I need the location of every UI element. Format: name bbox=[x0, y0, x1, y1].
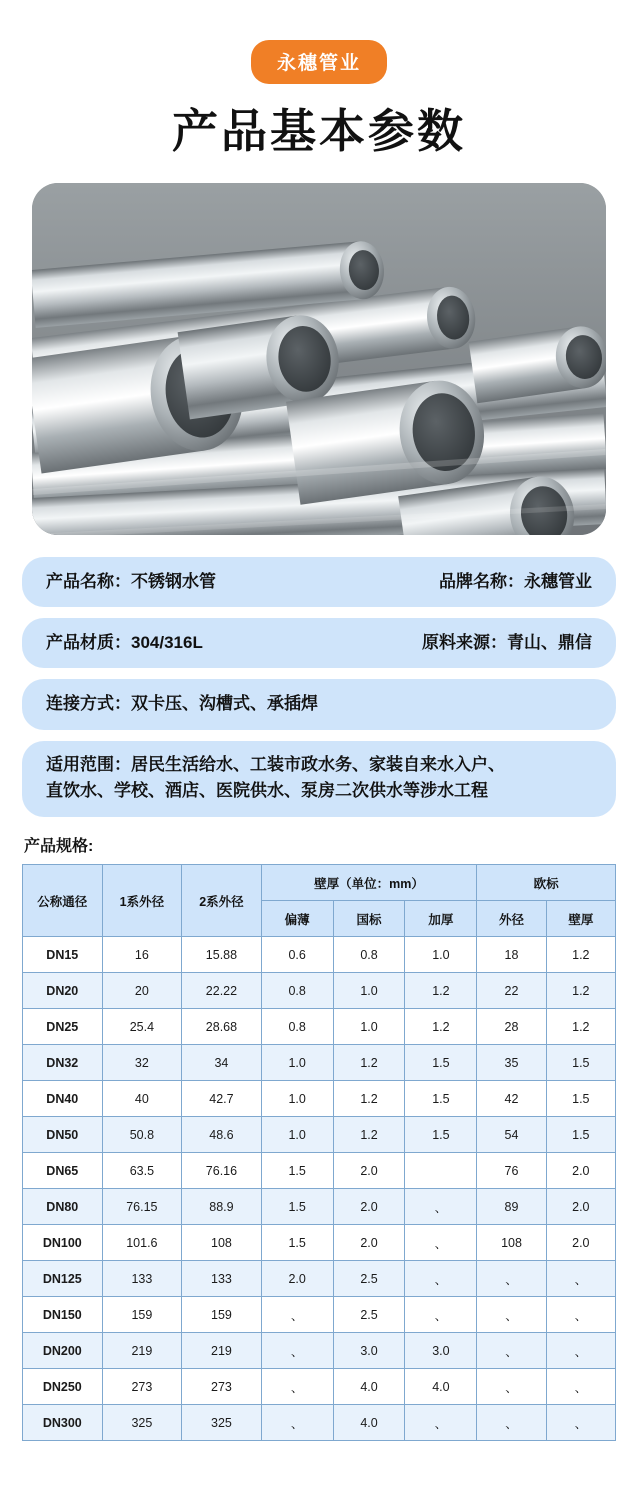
cell-thick: 1.5 bbox=[405, 1045, 477, 1081]
application-scope-line1: 适用范围：居民生活给水、工装市政水务、家装自来水入户、 bbox=[46, 754, 505, 774]
cell-od1: 20 bbox=[102, 973, 182, 1009]
cell-od2: 76.16 bbox=[182, 1153, 262, 1189]
cell-dn: DN40 bbox=[23, 1081, 103, 1117]
cell-od1: 273 bbox=[102, 1369, 182, 1405]
table-row bbox=[23, 1081, 616, 1117]
cell-od1: 219 bbox=[102, 1333, 182, 1369]
spec-header-row-1 bbox=[23, 865, 616, 901]
table-row bbox=[23, 1045, 616, 1081]
page-title: 产品基本参数 bbox=[172, 105, 466, 157]
cell-od2: 48.6 bbox=[182, 1117, 262, 1153]
cell-dn: DN100 bbox=[23, 1225, 103, 1261]
cell-euro-wall: 、 bbox=[546, 1369, 615, 1405]
spec-table-head bbox=[23, 865, 616, 937]
cell-thin: 2.0 bbox=[261, 1261, 333, 1297]
cell-od1: 25.4 bbox=[102, 1009, 182, 1045]
cell-od2: 15.88 bbox=[182, 937, 262, 973]
cell-euro-wall: 2.0 bbox=[546, 1225, 615, 1261]
cell-dn: DN300 bbox=[23, 1405, 103, 1441]
th-group-euro: 欧标 bbox=[477, 865, 616, 901]
cell-euro-wall: 、 bbox=[546, 1297, 615, 1333]
cell-thick: 1.5 bbox=[405, 1081, 477, 1117]
cell-thin: 、 bbox=[261, 1369, 333, 1405]
cell-thick: 、 bbox=[405, 1189, 477, 1225]
cell-od2: 325 bbox=[182, 1405, 262, 1441]
cell-euro-od: 、 bbox=[477, 1261, 546, 1297]
th-thin: 偏薄 bbox=[261, 901, 333, 937]
cell-standard: 0.8 bbox=[333, 937, 405, 973]
cell-thick: 1.2 bbox=[405, 1009, 477, 1045]
cell-standard: 4.0 bbox=[333, 1405, 405, 1441]
cell-od2: 273 bbox=[182, 1369, 262, 1405]
cell-dn: DN65 bbox=[23, 1153, 103, 1189]
stainless-steel-pipes-illustration bbox=[32, 183, 606, 535]
connection-method: 连接方式：双卡压、沟槽式、承插焊 bbox=[46, 694, 318, 714]
cell-od2: 42.7 bbox=[182, 1081, 262, 1117]
cell-euro-wall: 1.2 bbox=[546, 1009, 615, 1045]
table-row bbox=[23, 1189, 616, 1225]
cell-euro-od: 、 bbox=[477, 1369, 546, 1405]
cell-od2: 108 bbox=[182, 1225, 262, 1261]
product-material: 产品材质：304/316L bbox=[46, 632, 203, 652]
table-row bbox=[23, 1153, 616, 1189]
cell-thick: 3.0 bbox=[405, 1333, 477, 1369]
cell-thin: 1.5 bbox=[261, 1189, 333, 1225]
cell-od1: 133 bbox=[102, 1261, 182, 1297]
product-info-list bbox=[22, 557, 616, 818]
cell-standard: 1.0 bbox=[333, 1009, 405, 1045]
cell-euro-od: 、 bbox=[477, 1297, 546, 1333]
th-od2: 2系外径 bbox=[182, 865, 262, 937]
cell-od2: 28.68 bbox=[182, 1009, 262, 1045]
cell-thick: 4.0 bbox=[405, 1369, 477, 1405]
cell-standard: 4.0 bbox=[333, 1369, 405, 1405]
cell-dn: DN32 bbox=[23, 1045, 103, 1081]
material-source: 原料来源：青山、鼎信 bbox=[422, 632, 592, 652]
cell-standard: 2.5 bbox=[333, 1297, 405, 1333]
cell-od1: 76.15 bbox=[102, 1189, 182, 1225]
cell-dn: DN125 bbox=[23, 1261, 103, 1297]
brand-badge: 永穗管业 bbox=[251, 40, 387, 84]
cell-dn: DN20 bbox=[23, 973, 103, 1009]
brand-header bbox=[22, 0, 616, 84]
cell-euro-wall: 2.0 bbox=[546, 1153, 615, 1189]
cell-dn: DN80 bbox=[23, 1189, 103, 1225]
cell-od2: 34 bbox=[182, 1045, 262, 1081]
cell-thick: 、 bbox=[405, 1225, 477, 1261]
th-standard: 国标 bbox=[333, 901, 405, 937]
cell-euro-od: 89 bbox=[477, 1189, 546, 1225]
cell-thick: 1.0 bbox=[405, 937, 477, 973]
cell-euro-od: 42 bbox=[477, 1081, 546, 1117]
table-row bbox=[23, 973, 616, 1009]
cell-euro-od: 28 bbox=[477, 1009, 546, 1045]
th-dn: 公称通径 bbox=[23, 865, 103, 937]
cell-thin: 0.8 bbox=[261, 973, 333, 1009]
cell-standard: 2.0 bbox=[333, 1153, 405, 1189]
cell-euro-wall: 1.5 bbox=[546, 1117, 615, 1153]
cell-thick: 、 bbox=[405, 1405, 477, 1441]
cell-thin: 1.0 bbox=[261, 1117, 333, 1153]
cell-euro-od: 、 bbox=[477, 1405, 546, 1441]
table-row bbox=[23, 1297, 616, 1333]
cell-od1: 40 bbox=[102, 1081, 182, 1117]
cell-od1: 16 bbox=[102, 937, 182, 973]
cell-thin: 1.5 bbox=[261, 1153, 333, 1189]
cell-euro-wall: 1.5 bbox=[546, 1045, 615, 1081]
cell-standard: 2.5 bbox=[333, 1261, 405, 1297]
info-row-application bbox=[22, 741, 616, 818]
cell-thin: 1.0 bbox=[261, 1045, 333, 1081]
cell-thin: 1.0 bbox=[261, 1081, 333, 1117]
cell-euro-od: 35 bbox=[477, 1045, 546, 1081]
cell-euro-wall: 1.5 bbox=[546, 1081, 615, 1117]
cell-od2: 159 bbox=[182, 1297, 262, 1333]
cell-dn: DN150 bbox=[23, 1297, 103, 1333]
application-scope-line2: 直饮水、学校、酒店、医院供水、泵房二次供水等涉水工程 bbox=[46, 780, 488, 800]
product-photo bbox=[32, 183, 606, 535]
th-group-wall: 壁厚（单位：mm） bbox=[261, 865, 477, 901]
cell-euro-wall: 、 bbox=[546, 1261, 615, 1297]
cell-dn: DN200 bbox=[23, 1333, 103, 1369]
cell-od2: 219 bbox=[182, 1333, 262, 1369]
cell-dn: DN25 bbox=[23, 1009, 103, 1045]
cell-od1: 159 bbox=[102, 1297, 182, 1333]
cell-thick bbox=[405, 1153, 477, 1189]
cell-standard: 2.0 bbox=[333, 1225, 405, 1261]
cell-euro-od: 108 bbox=[477, 1225, 546, 1261]
th-thick: 加厚 bbox=[405, 901, 477, 937]
cell-thin: 0.8 bbox=[261, 1009, 333, 1045]
cell-thin: 1.5 bbox=[261, 1225, 333, 1261]
th-euro-od: 外径 bbox=[477, 901, 546, 937]
cell-euro-od: 76 bbox=[477, 1153, 546, 1189]
cell-dn: DN15 bbox=[23, 937, 103, 973]
cell-thick: 1.2 bbox=[405, 973, 477, 1009]
table-row bbox=[23, 1117, 616, 1153]
cell-od1: 101.6 bbox=[102, 1225, 182, 1261]
cell-thin: 、 bbox=[261, 1405, 333, 1441]
cell-od2: 22.22 bbox=[182, 973, 262, 1009]
cell-euro-wall: 2.0 bbox=[546, 1189, 615, 1225]
th-euro-wall: 壁厚 bbox=[546, 901, 615, 937]
cell-od2: 133 bbox=[182, 1261, 262, 1297]
cell-thick: 1.5 bbox=[405, 1117, 477, 1153]
cell-euro-od: 、 bbox=[477, 1333, 546, 1369]
cell-od1: 50.8 bbox=[102, 1117, 182, 1153]
table-row bbox=[23, 1225, 616, 1261]
info-row-connection bbox=[22, 679, 616, 729]
cell-euro-wall: 1.2 bbox=[546, 973, 615, 1009]
cell-od2: 88.9 bbox=[182, 1189, 262, 1225]
table-row bbox=[23, 1405, 616, 1441]
cell-thick: 、 bbox=[405, 1297, 477, 1333]
table-row bbox=[23, 1369, 616, 1405]
th-od1: 1系外径 bbox=[102, 865, 182, 937]
table-row bbox=[23, 1261, 616, 1297]
cell-standard: 3.0 bbox=[333, 1333, 405, 1369]
table-row bbox=[23, 1009, 616, 1045]
cell-euro-od: 22 bbox=[477, 973, 546, 1009]
cell-euro-od: 18 bbox=[477, 937, 546, 973]
cell-standard: 2.0 bbox=[333, 1189, 405, 1225]
cell-standard: 1.2 bbox=[333, 1081, 405, 1117]
cell-dn: DN50 bbox=[23, 1117, 103, 1153]
spec-table-body bbox=[23, 937, 616, 1441]
cell-standard: 1.2 bbox=[333, 1045, 405, 1081]
cell-euro-od: 54 bbox=[477, 1117, 546, 1153]
cell-dn: DN250 bbox=[23, 1369, 103, 1405]
spec-table-title: 产品规格: bbox=[24, 838, 94, 856]
cell-od1: 325 bbox=[102, 1405, 182, 1441]
cell-thin: 、 bbox=[261, 1333, 333, 1369]
table-row bbox=[23, 937, 616, 973]
spec-table bbox=[22, 864, 616, 1441]
cell-od1: 63.5 bbox=[102, 1153, 182, 1189]
info-row-material-source bbox=[22, 618, 616, 668]
cell-standard: 1.0 bbox=[333, 973, 405, 1009]
cell-euro-wall: 1.2 bbox=[546, 937, 615, 973]
cell-thick: 、 bbox=[405, 1261, 477, 1297]
product-name: 产品名称：不锈钢水管 bbox=[46, 571, 216, 591]
cell-standard: 1.2 bbox=[333, 1117, 405, 1153]
info-row-name-brand bbox=[22, 557, 616, 607]
cell-thin: 0.6 bbox=[261, 937, 333, 973]
cell-thin: 、 bbox=[261, 1297, 333, 1333]
brand-name: 品牌名称：永穗管业 bbox=[439, 571, 592, 591]
cell-od1: 32 bbox=[102, 1045, 182, 1081]
table-row bbox=[23, 1333, 616, 1369]
cell-euro-wall: 、 bbox=[546, 1405, 615, 1441]
cell-euro-wall: 、 bbox=[546, 1333, 615, 1369]
